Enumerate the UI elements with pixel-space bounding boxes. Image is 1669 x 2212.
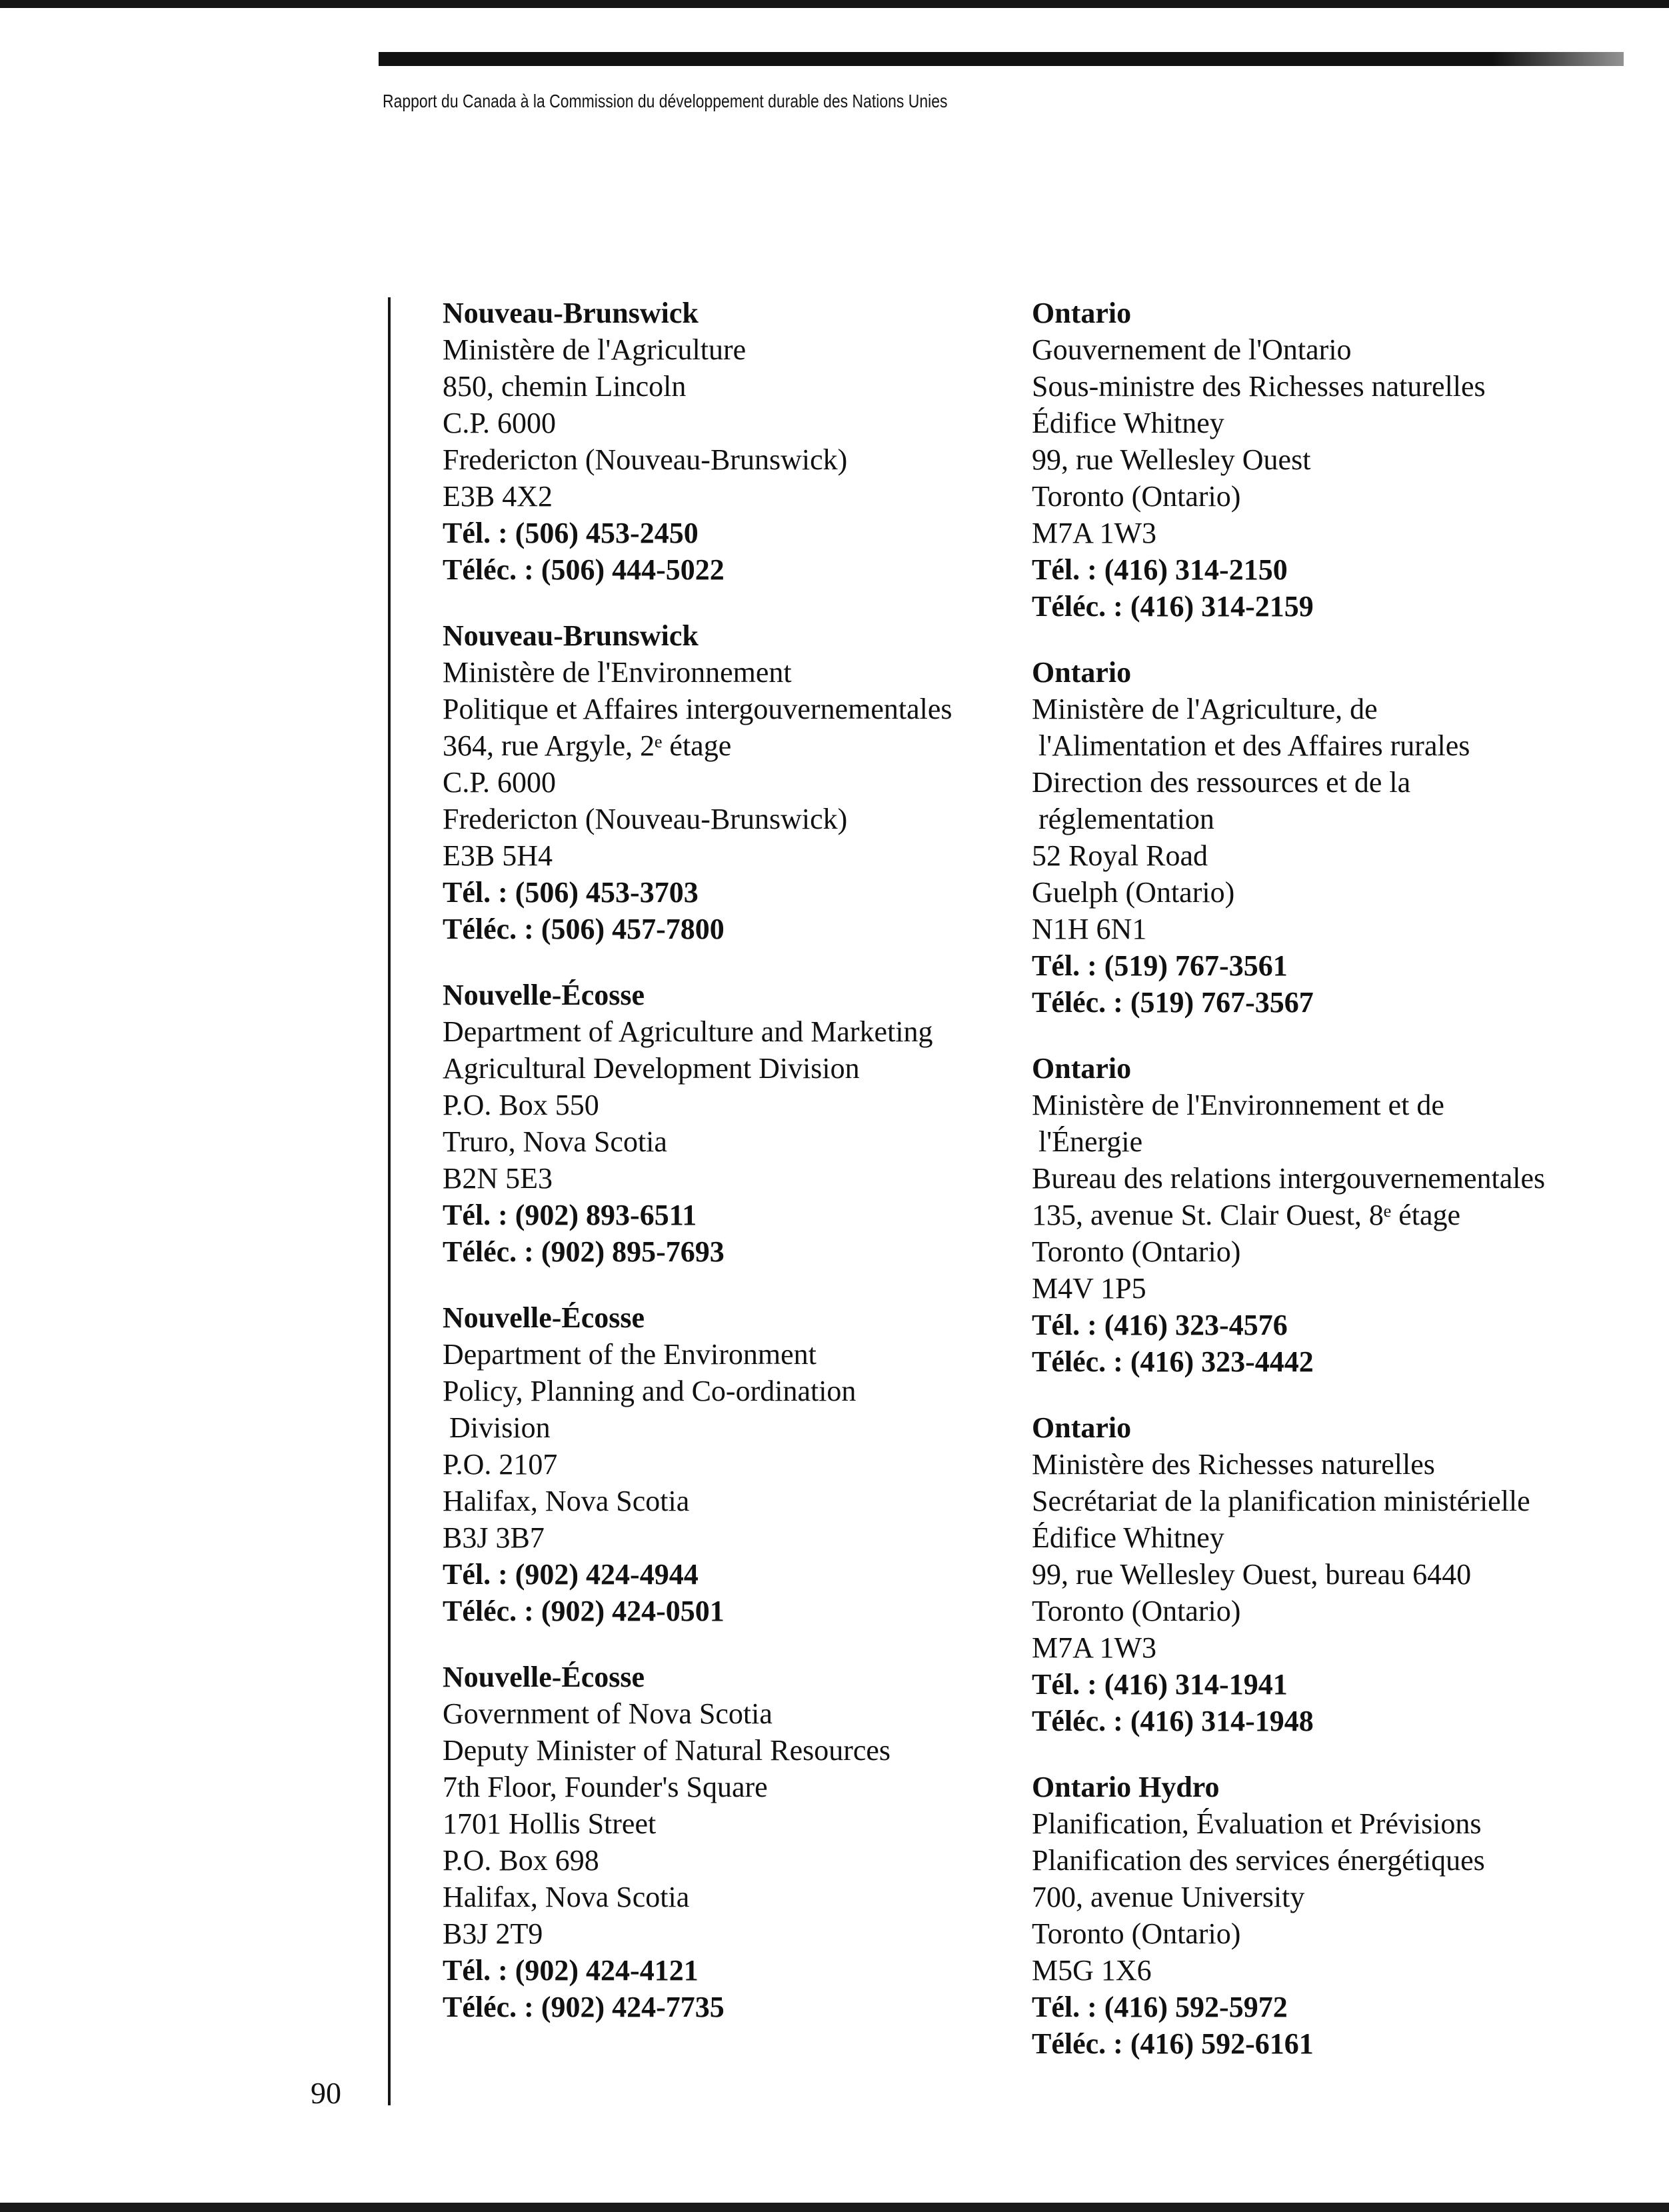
postal-code: M7A 1W3 [1032, 517, 1156, 549]
contact-entry [1032, 654, 1645, 1021]
entry-heading: Nouvelle-Écosse [443, 1301, 645, 1334]
header-rule-fade [1493, 52, 1624, 66]
address-line: Édifice Whitney [1032, 1521, 1224, 1554]
address-line: P.O. Box 698 [443, 1844, 599, 1877]
telephone-line: Tél. : (519) 767-3561 [1032, 949, 1288, 982]
address-line: Gouvernement de l'Ontario [1032, 333, 1352, 366]
address-line: réglementation [1038, 803, 1214, 835]
address-line: Division [449, 1411, 551, 1444]
postal-code: M4V 1P5 [1032, 1272, 1146, 1305]
right-column [1032, 295, 1645, 2091]
contact-entry [443, 295, 989, 588]
fax-line: Téléc. : (416) 592-6161 [1032, 2027, 1314, 2060]
address-line: Politique et Affaires intergouvernementales [443, 693, 952, 725]
address-line: Deputy Minister of Natural Resources [443, 1734, 891, 1767]
address-line: Halifax, Nova Scotia [443, 1881, 690, 1913]
page-number: 90 [311, 2076, 341, 2110]
address-line: Sous-ministre des Richesses naturelles [1032, 370, 1486, 403]
address-line: 1701 Hollis Street [443, 1807, 657, 1840]
postal-code: M7A 1W3 [1032, 1631, 1156, 1664]
telephone-line: Tél. : (416) 323-4576 [1032, 1309, 1288, 1341]
fax-line: Téléc. : (902) 424-7735 [443, 1991, 725, 2023]
address-line: 850, chemin Lincoln [443, 370, 687, 403]
address-line: Ministère de l'Environnement [443, 656, 792, 689]
address-line: Policy, Planning and Co-ordination [443, 1375, 856, 1407]
address-line: Toronto (Ontario) [1032, 480, 1241, 513]
contact-entry [1032, 1769, 1645, 2062]
address-line: Halifax, Nova Scotia [443, 1485, 690, 1517]
telephone-line: Tél. : (506) 453-2450 [443, 517, 699, 549]
postal-code: M5G 1X6 [1032, 1954, 1152, 1987]
postal-code: B3J 2T9 [443, 1917, 543, 1950]
telephone-line: Tél. : (506) 453-3703 [443, 876, 699, 909]
address-line: Department of the Environment [443, 1338, 817, 1371]
fax-line: Téléc. : (902) 424-0501 [443, 1595, 725, 1627]
entry-heading: Ontario [1032, 656, 1132, 689]
address-line: Secrétariat de la planification ministérielle [1032, 1485, 1530, 1517]
address-line: Planification des services énergétiques [1032, 1844, 1485, 1877]
address-line: Fredericton (Nouveau-Brunswick) [443, 803, 848, 835]
entry-heading: Nouvelle-Écosse [443, 979, 645, 1011]
address-line: Agricultural Development Division [443, 1052, 860, 1085]
address-line: Government of Nova Scotia [443, 1697, 773, 1730]
address-line: Direction des ressources et de la [1032, 766, 1411, 799]
address-line: C.P. 6000 [443, 766, 556, 799]
address-line: 135, avenue St. Clair Ouest, 8ᵉ étage [1032, 1199, 1461, 1231]
fax-line: Téléc. : (902) 895-7693 [443, 1235, 725, 1268]
fax-line: Téléc. : (506) 444-5022 [443, 553, 725, 586]
telephone-line: Tél. : (416) 314-2150 [1032, 553, 1288, 586]
postal-code: B2N 5E3 [443, 1162, 553, 1195]
address-line: C.P. 6000 [443, 407, 556, 439]
entry-heading: Nouvelle-Écosse [443, 1661, 645, 1693]
entry-heading: Ontario [1032, 297, 1132, 329]
telephone-line: Tél. : (902) 424-4121 [443, 1954, 699, 1987]
address-line: Ministère des Richesses naturelles [1032, 1448, 1435, 1481]
address-line: 7th Floor, Founder's Square [443, 1771, 768, 1803]
address-line: Ministère de l'Environnement et de [1032, 1089, 1444, 1121]
column-rule [388, 297, 391, 2105]
telephone-line: Tél. : (902) 893-6511 [443, 1199, 697, 1231]
address-line: Fredericton (Nouveau-Brunswick) [443, 443, 848, 476]
entry-heading: Nouveau-Brunswick [443, 297, 699, 329]
address-line: Guelph (Ontario) [1032, 876, 1235, 909]
address-line: 700, avenue University [1032, 1881, 1305, 1913]
bottom-scan-edge [0, 2203, 1669, 2212]
contact-entry [1032, 1050, 1645, 1380]
entry-heading: Ontario [1032, 1411, 1132, 1444]
fax-line: Téléc. : (506) 457-7800 [443, 913, 725, 945]
header-rule [379, 52, 1624, 66]
address-line: P.O. 2107 [443, 1448, 558, 1481]
address-line: Bureau des relations intergouvernementales [1032, 1162, 1546, 1195]
address-line: 99, rue Wellesley Ouest, bureau 6440 [1032, 1558, 1472, 1591]
address-line: 52 Royal Road [1032, 839, 1208, 872]
postal-code: E3B 5H4 [443, 839, 553, 872]
address-line: l'Alimentation et des Affaires rurales [1038, 729, 1470, 762]
fax-line: Téléc. : (416) 323-4442 [1032, 1345, 1314, 1378]
top-scan-edge [0, 0, 1669, 8]
address-line: Ministère de l'Agriculture, de [1032, 693, 1378, 725]
address-line: 364, rue Argyle, 2ᵉ étage [443, 729, 732, 762]
address-line: Department of Agriculture and Marketing [443, 1015, 933, 1048]
postal-code: N1H 6N1 [1032, 913, 1147, 945]
contact-entry [443, 617, 989, 947]
address-line: Ministère de l'Agriculture [443, 333, 747, 366]
entry-heading: Ontario [1032, 1052, 1132, 1085]
left-column [443, 295, 989, 2055]
postal-code: E3B 4X2 [443, 480, 553, 513]
address-line: Toronto (Ontario) [1032, 1235, 1241, 1268]
entry-heading: Nouveau-Brunswick [443, 619, 699, 652]
fax-line: Téléc. : (519) 767-3567 [1032, 986, 1314, 1019]
address-line: Toronto (Ontario) [1032, 1595, 1241, 1627]
contact-entry [443, 1659, 989, 2025]
telephone-line: Tél. : (416) 314-1941 [1032, 1668, 1288, 1701]
address-line: Toronto (Ontario) [1032, 1917, 1241, 1950]
contact-entry [1032, 1409, 1645, 1739]
postal-code: B3J 3B7 [443, 1521, 545, 1554]
contact-entry [443, 1299, 989, 1629]
address-line: Truro, Nova Scotia [443, 1125, 667, 1158]
address-line: l'Énergie [1038, 1125, 1143, 1158]
entry-heading: Ontario Hydro [1032, 1771, 1220, 1803]
fax-line: Téléc. : (416) 314-1948 [1032, 1705, 1314, 1737]
contact-entry [1032, 295, 1645, 625]
address-line: Édifice Whitney [1032, 407, 1224, 439]
fax-line: Téléc. : (416) 314-2159 [1032, 590, 1314, 623]
address-line: P.O. Box 550 [443, 1089, 599, 1121]
address-line: Planification, Évaluation et Prévisions [1032, 1807, 1482, 1840]
contact-entry [443, 977, 989, 1270]
telephone-line: Tél. : (902) 424-4944 [443, 1558, 699, 1591]
running-header: Rapport du Canada à la Commission du développement durable des Nations Unies [383, 91, 948, 111]
telephone-line: Tél. : (416) 592-5972 [1032, 1991, 1288, 2023]
address-line: 99, rue Wellesley Ouest [1032, 443, 1311, 476]
